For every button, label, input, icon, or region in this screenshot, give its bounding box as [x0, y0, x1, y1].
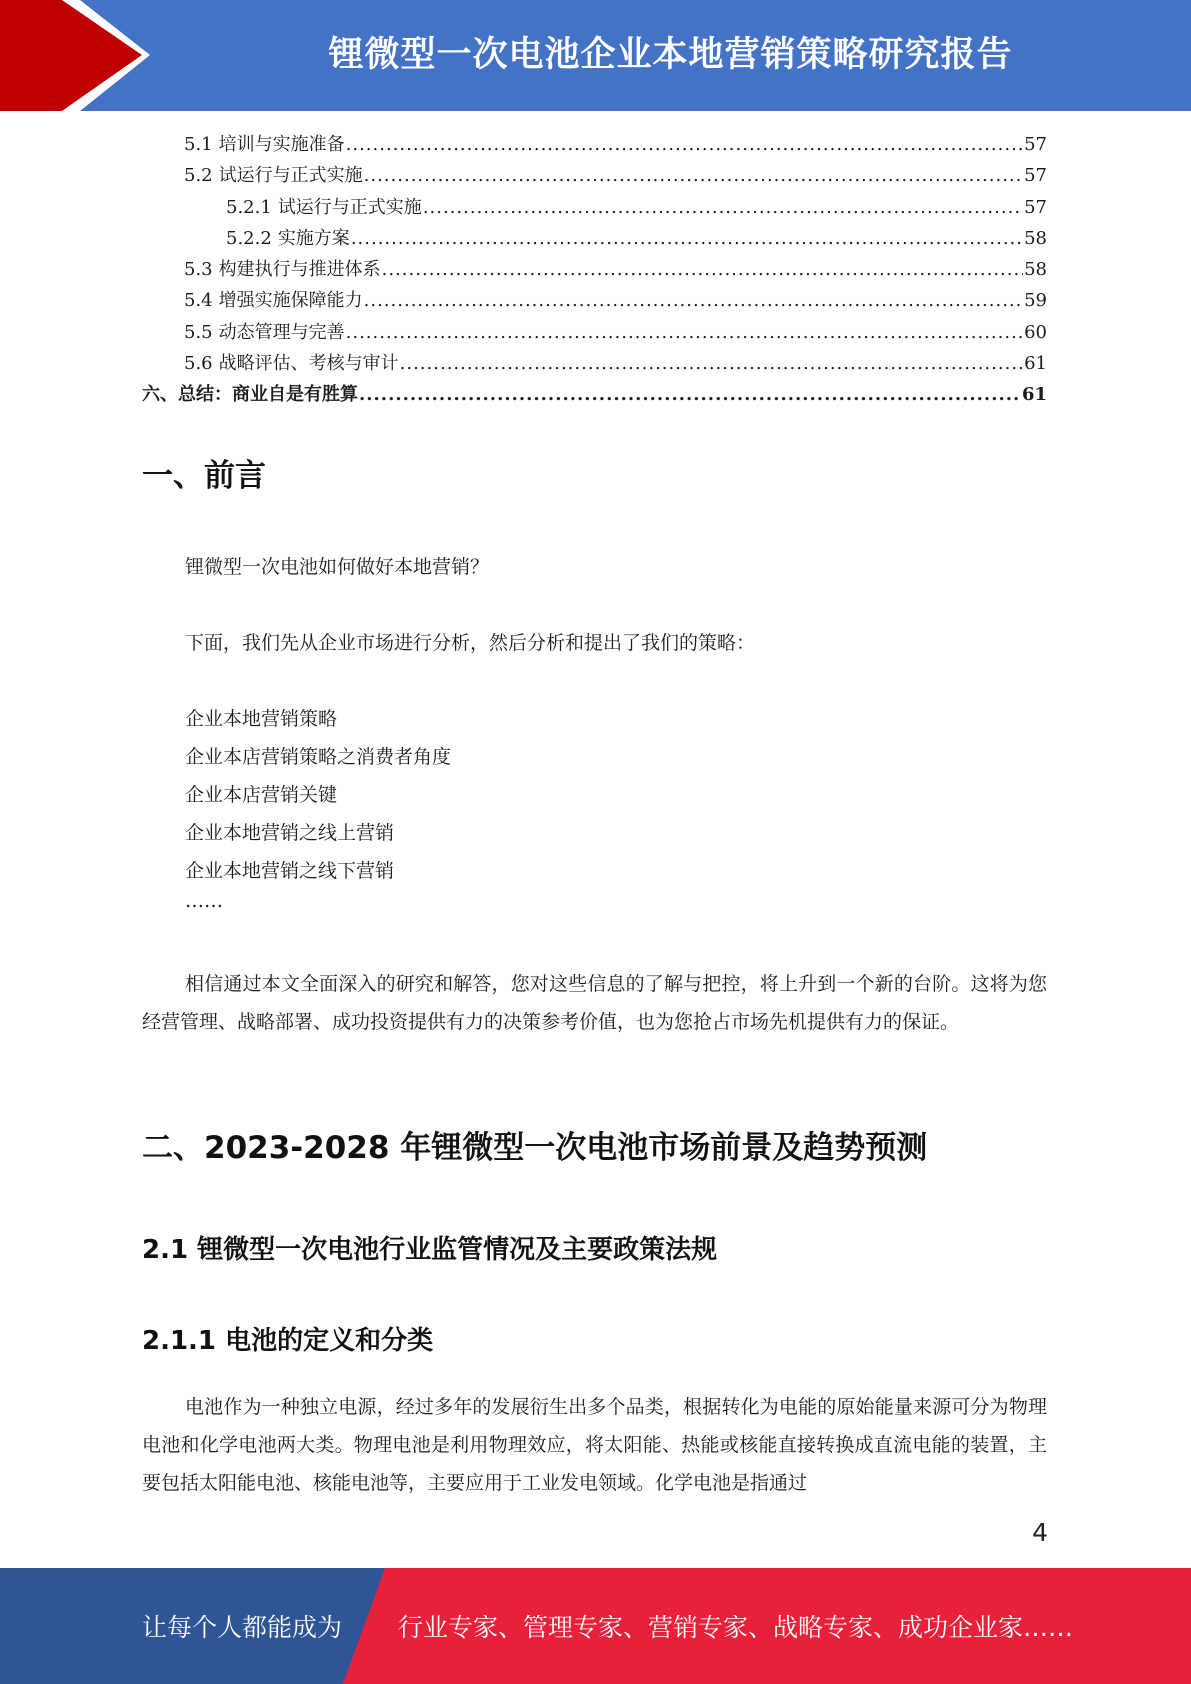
toc-entry[interactable] [142, 318, 1047, 349]
subsubsection-heading: 2.1.1 电池的定义和分类 [142, 1326, 434, 1356]
toc-entry-chapter[interactable] [142, 380, 1047, 411]
intro-line: 下面，我们先从企业市场进行分析，然后分析和提出了我们的策略： [185, 632, 756, 654]
toc-entry[interactable] [142, 255, 1047, 286]
toc-entry[interactable] [142, 193, 1047, 224]
body-paragraph: 电池作为一种独立电源，经过多年的发展衍生出多个品类，根据转化为电能的原始能量来源可分为物理电池和化学电池两大类。物理电池是利用物理效应，将太阳能、热能或核能直接转换成直流电能的装置，主要包括太阳能电池、核能电池等，主要应用于工业发电领域。化学电池是指通过 [142, 1396, 1047, 1494]
toc-title: 实施方案 [277, 227, 350, 249]
toc-number: 5.2.1 [226, 196, 272, 218]
ellipsis: …… [185, 890, 223, 912]
list-item: 企业本地营销之线下营销 [185, 860, 395, 882]
page-number: 4 [1032, 1518, 1048, 1547]
toc-title: 增强实施保障能力 [218, 290, 363, 312]
footer-slogan-left: 让每个人都能成为 [142, 1613, 343, 1642]
header-banner [0, 0, 1191, 111]
question-line: 锂微型一次电池如何做好本地营销？ [185, 556, 490, 578]
toc-leader [400, 353, 1023, 374]
toc-leader [359, 384, 1021, 405]
section-heading-forecast: 二、2023-2028 年锂微型一次电池市场前景及趋势预测 [142, 1130, 928, 1166]
toc-title: 试运行与正式实施 [218, 165, 363, 187]
toc-leader [423, 197, 1023, 218]
toc-leader [364, 290, 1023, 311]
toc-page: 60 [1024, 321, 1047, 343]
toc-page: 58 [1024, 259, 1047, 281]
toc-leader [346, 322, 1023, 343]
toc-entry[interactable] [142, 286, 1047, 317]
toc-title: 构建执行与推进体系 [218, 259, 381, 281]
toc-title: 战略评估、考核与审计 [218, 353, 399, 375]
footer-slogan-right: 行业专家、管理专家、营销专家、战略专家、成功企业家…… [398, 1613, 1074, 1642]
toc-title: 六、总结：商业自是有胜算 [142, 384, 358, 406]
toc-entry[interactable] [142, 130, 1047, 161]
toc-leader [364, 165, 1023, 186]
toc-page: 61 [1021, 384, 1047, 406]
toc-number: 5.1 [184, 134, 213, 155]
table-of-contents [142, 130, 1047, 412]
subsection-heading: 2.1 锂微型一次电池行业监管情况及主要政策法规 [142, 1235, 718, 1265]
toc-page: 57 [1024, 134, 1047, 155]
list-item: 企业本地营销之线上营销 [185, 822, 395, 844]
toc-number: 5.5 [184, 321, 213, 343]
toc-number: 5.6 [184, 353, 213, 375]
toc-number: 5.3 [184, 259, 213, 281]
toc-leader [346, 134, 1023, 155]
closing-paragraph: 相信通过本文全面深入的研究和解答，您对这些信息的了解与把控，将上升到一个新的台阶。这将为您经营管理、战略部署、成功投资提供有力的决策参考价值，也为您抢占市场先机提供有力的保证。 [142, 973, 1047, 1033]
toc-number: 5.2 [184, 165, 213, 187]
toc-number: 5.4 [184, 290, 213, 312]
footer-banner [0, 1568, 1191, 1684]
toc-page: 61 [1024, 353, 1047, 375]
toc-page: 57 [1024, 165, 1047, 187]
toc-entry[interactable] [142, 349, 1047, 380]
toc-leader [351, 228, 1023, 249]
toc-page: 58 [1024, 227, 1047, 249]
toc-entry[interactable] [142, 161, 1047, 192]
list-item: 企业本店营销策略之消费者角度 [185, 746, 452, 768]
toc-entry[interactable] [142, 224, 1047, 255]
list-item: 企业本地营销策略 [185, 708, 338, 730]
toc-title: 培训与实施准备 [218, 134, 345, 155]
toc-leader [382, 259, 1023, 280]
report-title: 锂微型一次电池企业本地营销策略研究报告 [328, 35, 1013, 75]
toc-page: 59 [1024, 290, 1047, 312]
list-item: 企业本店营销关键 [185, 784, 338, 806]
toc-page: 57 [1024, 196, 1047, 218]
toc-title: 动态管理与完善 [218, 321, 345, 343]
toc-title: 试运行与正式实施 [277, 196, 422, 218]
toc-number: 5.2.2 [226, 227, 272, 249]
section-heading-preface: 一、前言 [142, 458, 266, 494]
